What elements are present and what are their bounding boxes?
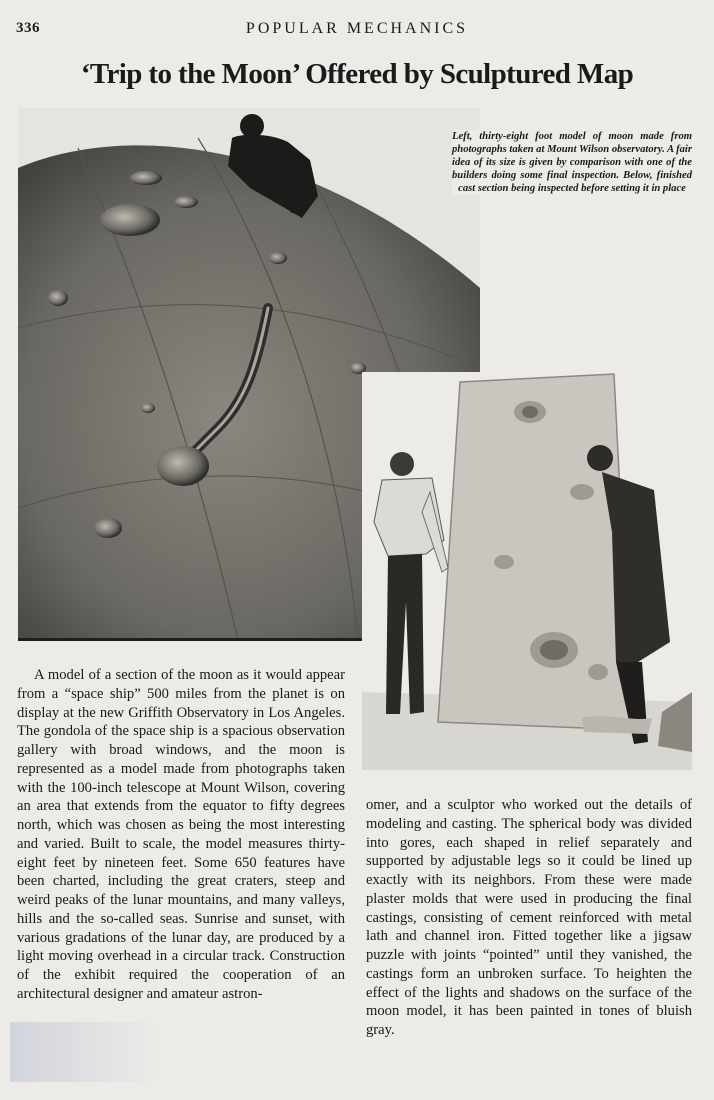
faded-ink-stain — [10, 1022, 160, 1082]
running-head: POPULAR MECHANICS — [245, 20, 469, 37]
body-text-right-column — [366, 796, 692, 1040]
photo-caption: Left, thirty-eight foot model of moon made from photographs taken at Mount Wilson observatory. A fair idea of its size is given by comparison with one of the builders doing some final inspection. Below, finished cast section being inspected before setting it in place — [452, 131, 692, 194]
body-text-left: A model of a section of the moon as it would appear from a “space ship” 500 miles from the planet is on display at the new Griffith Observatory in Los Angeles. The gondola of the space ship is a spacious observation gallery with broad windows, and the moon is represented as a model made from photographs taken with the 100-inch telescope at Mount Wilson, covering an area that extends from the equator to fifty degrees north, which was chosen as being the most interesting and varied. Built to scale, the model measures thirty-eight feet by nineteen feet. Some 650 features have been charted, including the great craters, steep and weird peaks of the lunar mountains, and many valleys, hills and the so-called seas. Sunrise and sunset, with various gradations of the lunar day, are produced by a light moving overhead in a circular track. Construction of the exhibit required the cooperation of an architectural designer and amateur astron- — [17, 667, 345, 1002]
cast-section-photo — [362, 372, 692, 770]
page-number: 336 — [16, 20, 40, 36]
body-text-left-column — [17, 666, 345, 1004]
article-headline: ‘Trip to the Moon’ Offered by Sculptured Map — [80, 58, 634, 90]
body-text-right: omer, and a sculptor who worked out the details of modeling and casting. The spherical body was divided into gores, each shaped in relief separately and supported by adjustable legs so it could be lined up exactly with its neighbors. From these were made plaster molds that were used in producing the final castings, consisting of cement reinforced with metal lath and channel iron. Fitted together like a jigsaw puzzle with joints “pointed” until they vanished, the castings form an unbroken surface. To heighten the effect of the lights and shadows on the surface of the moon model, it has been painted in tones of bluish gray. — [366, 797, 692, 1038]
